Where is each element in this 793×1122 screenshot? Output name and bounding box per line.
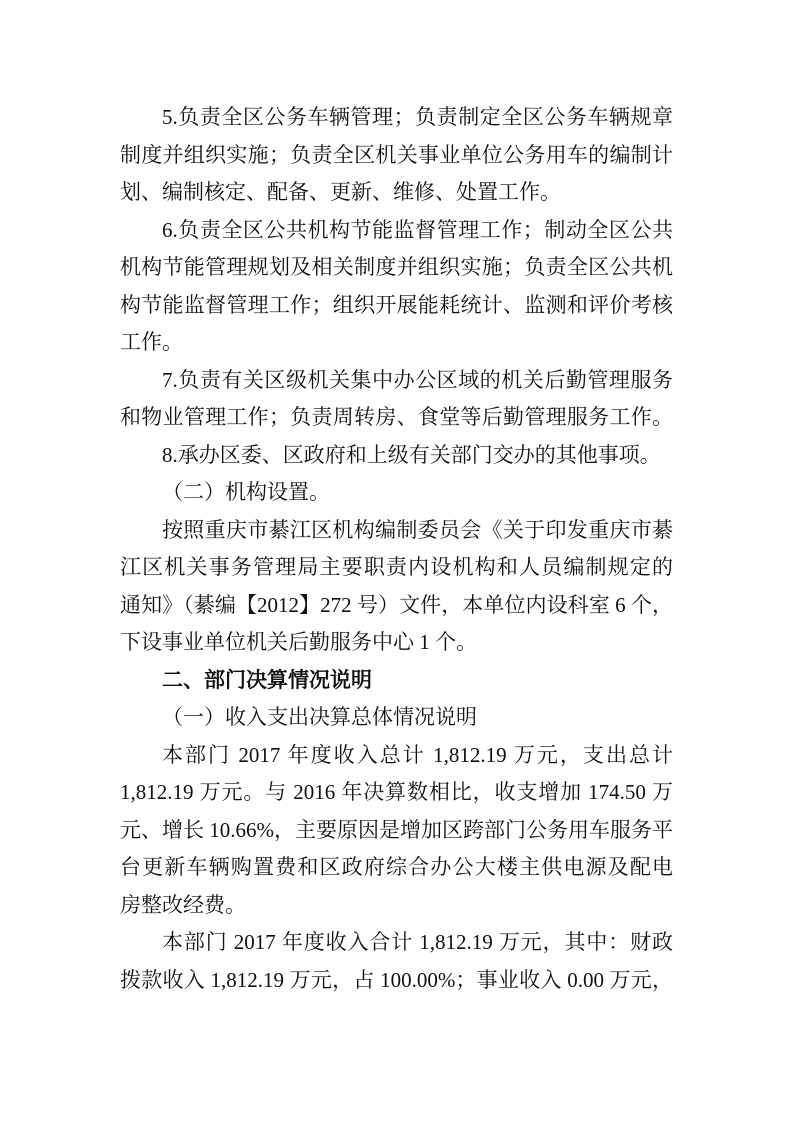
text-line: 本部门 2017 年度收入合计 1,812.19 万元，其中：财政: [162, 930, 673, 954]
paragraph-organization: [120, 512, 673, 662]
subheading-overview: [120, 699, 673, 737]
text-line: 台更新车辆购置费和区政府综合办公大楼主供电源及配电: [120, 855, 673, 879]
text-line: 和物业管理工作；负责周转房、食堂等后勤管理服务工作。: [120, 405, 673, 429]
text-line: 本部门 2017 年度收入总计 1,812.19 万元，支出总计: [162, 742, 673, 767]
text-line: 制度并组织实施；负责全区机关事业单位公务用车的编制计: [120, 142, 673, 167]
text-line: 6.负责全区公共机构节能监督管理工作；制动全区公共: [162, 217, 673, 242]
text-line: 工作。: [120, 330, 183, 354]
subheading-organization: [120, 474, 673, 512]
section-heading: [120, 662, 673, 700]
document-page: [120, 99, 673, 999]
paragraph-duty-5: [120, 99, 673, 212]
paragraph-income-total: [120, 737, 673, 925]
subheading-text: （一）收入支出决算总体情况说明: [162, 705, 477, 729]
section-heading-text: 二、部门决算情况说明: [162, 667, 372, 692]
text-line: 江区机关事务管理局主要职责内设机构和人员编制规定的: [120, 555, 673, 579]
text-line: 拨款收入 1,812.19 万元，占 100.00%；事业收入 0.00 万元，: [120, 967, 673, 992]
text-line: 划、编制核定、配备、更新、维修、处置工作。: [120, 180, 561, 204]
text-line: 通知》（綦编【2012】272 号）文件，本单位内设科室 6 个，: [120, 592, 673, 617]
paragraph-duty-8: [120, 437, 673, 475]
text-line: 按照重庆市綦江区机构编制委员会《关于印发重庆市綦: [162, 517, 673, 542]
text-line: 房整改经费。: [120, 892, 246, 917]
text-line: 5.负责全区公务车辆管理；负责制定全区公务车辆规章: [162, 105, 673, 129]
text-line: 机构节能管理规划及相关制度并组织实施；负责全区公共机: [120, 255, 673, 279]
paragraph-duty-7: [120, 362, 673, 437]
text-line: 1,812.19 万元。与 2016 年决算数相比，收支增加 174.50 万: [120, 780, 673, 804]
paragraph-income-breakdown: [120, 924, 673, 999]
text-line: 构节能监督管理工作；组织开展能耗统计、监测和评价考核: [120, 292, 673, 317]
text-line: 元、增长 10.66%，主要原因是增加区跨部门公务用车服务平: [120, 817, 673, 842]
subheading-text: （二）机构设置。: [162, 480, 330, 504]
paragraph-duty-6: [120, 212, 673, 362]
text-line: 8.承办区委、区政府和上级有关部门交办的其他事项。: [162, 442, 661, 467]
text-line: 7.负责有关区级机关集中办公区域的机关后勤管理服务: [162, 367, 673, 392]
text-line: 下设事业单位机关后勤服务中心 1 个。: [120, 630, 477, 654]
